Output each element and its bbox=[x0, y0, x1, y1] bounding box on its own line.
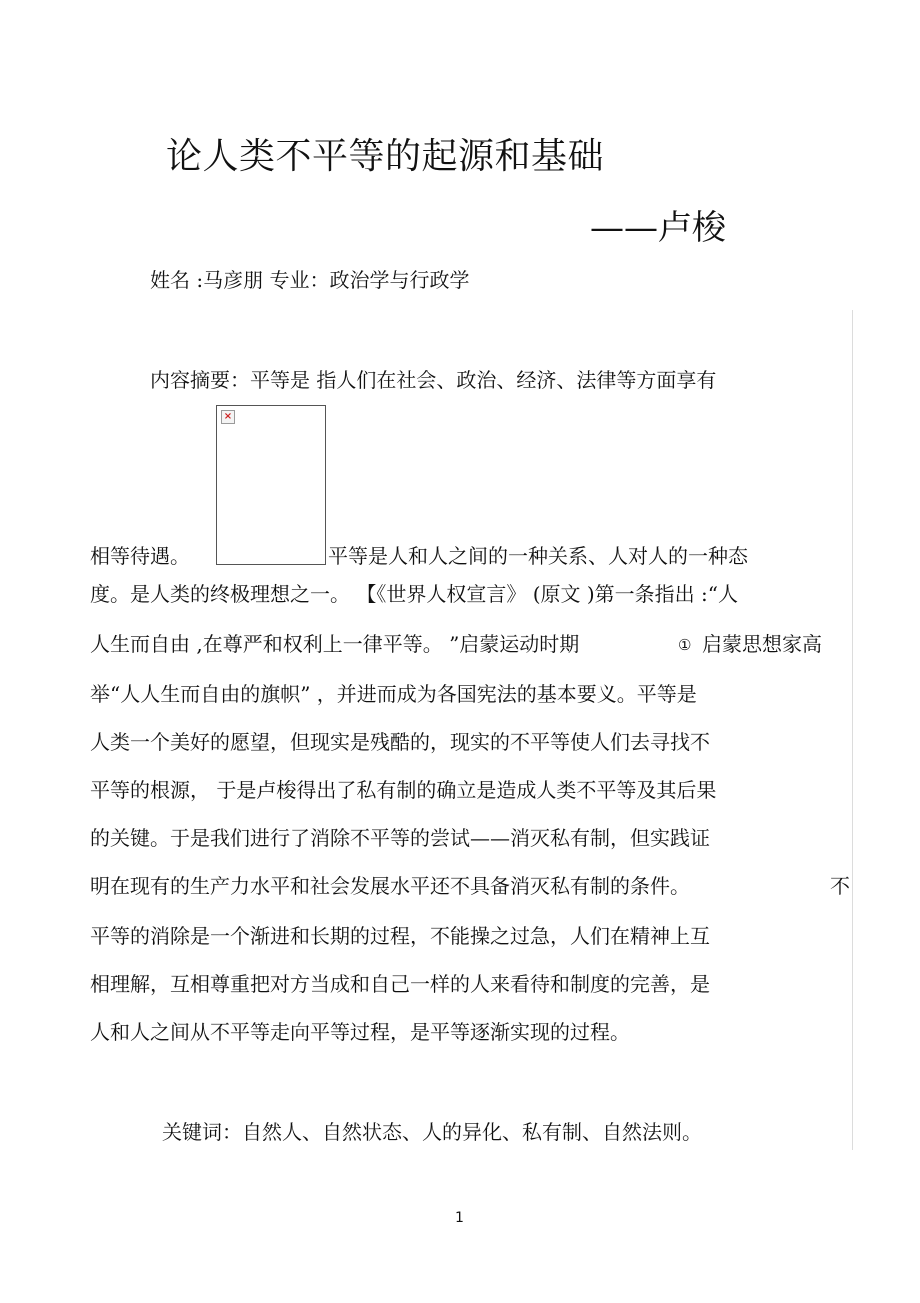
abstract-line: 相理解，互相尊重把对方当成和自己一样的人来看待和制度的完善，是 bbox=[90, 972, 710, 996]
abstract-line: 平等的根源， 于是卢梭得出了私有制的确立是造成人类不平等及其后果 bbox=[90, 778, 717, 802]
abstract-line: 明在现有的生产力水平和社会发展水平还不具备消灭私有制的条件。 bbox=[90, 874, 690, 898]
abstract-line: 平等是人和人之间的一种关系、人对人的一种态 bbox=[328, 544, 748, 568]
abstract-line: 的关键。于是我们进行了消除不平等的尝试——消灭私有制，但实践证 bbox=[90, 826, 710, 850]
abstract-line: 启蒙思想家高 bbox=[702, 632, 822, 656]
abstract-line: 相等待遇。 bbox=[90, 544, 190, 568]
abstract-line: 内容摘要：平等是 指人们在社会、政治、经济、法律等方面享有 bbox=[150, 368, 717, 392]
abstract-line: 人类一个美好的愿望，但现实是残酷的，现实的不平等使人们去寻找不 bbox=[90, 730, 710, 754]
abstract-line: 不 bbox=[830, 874, 850, 898]
missing-image bbox=[216, 405, 326, 565]
abstract-line: 人和人之间从不平等走向平等过程，是平等逐渐实现的过程。 bbox=[90, 1020, 630, 1044]
document-title: 论人类不平等的起源和基础 bbox=[166, 136, 605, 177]
footnote-marker: ① bbox=[678, 636, 692, 654]
abstract-line: 人生而自由 ,在尊严和权利上一律平等。 ”启蒙运动时期 bbox=[90, 632, 580, 656]
margin-rule bbox=[852, 310, 853, 1150]
page-number: 1 bbox=[455, 1210, 464, 1226]
broken-image-icon: × bbox=[221, 410, 235, 424]
keywords: 关键词：自然人、自然状态、人的异化、私有制、自然法则。 bbox=[162, 1120, 702, 1144]
abstract-line: 举“人人生而自由的旗帜” ，并进而成为各国宪法的基本要义。平等是 bbox=[90, 682, 697, 706]
abstract-line: 平等的消除是一个渐进和长期的过程，不能操之过急，人们在精神上互 bbox=[90, 924, 710, 948]
byline: 姓名 :马彦朋 专业：政治学与行政学 bbox=[150, 268, 470, 292]
abstract-line: 度。是人类的终极理想之一。 【《世界人权宣言》 (原文 )第一条指出 :“人 bbox=[90, 582, 738, 606]
document-author: ——卢梭 bbox=[590, 208, 726, 248]
